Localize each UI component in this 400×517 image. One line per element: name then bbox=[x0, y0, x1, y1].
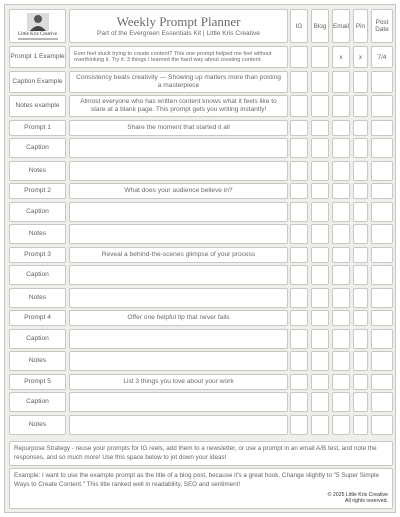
channel-check-ig[interactable] bbox=[290, 120, 308, 136]
post-date-cell[interactable] bbox=[371, 183, 393, 199]
channel-check-pin[interactable] bbox=[353, 288, 368, 308]
notes-field[interactable] bbox=[69, 351, 288, 371]
brand-logo bbox=[9, 9, 66, 43]
page-title: Weekly Prompt Planner bbox=[116, 14, 241, 29]
channel-check-email[interactable] bbox=[332, 120, 350, 136]
channel-check-blog[interactable] bbox=[311, 288, 329, 308]
prompt-text: Reveal a behind-the-scenes glimpse of your process bbox=[69, 247, 288, 263]
example-row-text[interactable]: Ever feel stuck trying to create content? This one prompt helped me feel without overthinking it. Try it: 3 things I learned the hard way about creating content. bbox=[69, 46, 288, 68]
column-header-ig: IG bbox=[290, 9, 308, 43]
channel-check-pin[interactable] bbox=[353, 392, 368, 412]
channel-check-blog[interactable] bbox=[311, 374, 329, 390]
channel-check-ig[interactable] bbox=[290, 161, 308, 181]
channel-check-pin[interactable] bbox=[353, 71, 368, 93]
channel-check-blog[interactable] bbox=[311, 120, 329, 136]
column-header-post-date: Post Date bbox=[371, 9, 393, 43]
channel-check-email[interactable] bbox=[332, 351, 350, 371]
channel-check-ig[interactable] bbox=[290, 415, 308, 435]
logo-name: Little Kris Creative bbox=[18, 31, 57, 37]
column-header-email: Email bbox=[332, 9, 350, 43]
title-block bbox=[69, 9, 288, 43]
channel-check-email[interactable] bbox=[332, 265, 350, 285]
channel-check-blog[interactable] bbox=[311, 95, 329, 117]
channel-check-pin[interactable] bbox=[353, 120, 368, 136]
channel-check-ig[interactable] bbox=[290, 46, 308, 68]
channel-check-ig[interactable] bbox=[290, 288, 308, 308]
channel-check-blog[interactable] bbox=[311, 138, 329, 158]
row-label-prompt-4: Prompt 4 bbox=[9, 310, 66, 326]
channel-check-blog[interactable] bbox=[311, 46, 329, 68]
column-header-pin: Pin bbox=[353, 9, 368, 43]
channel-check-blog[interactable] bbox=[311, 415, 329, 435]
prompt-text: What does your audience believe in? bbox=[69, 183, 288, 199]
post-date-cell[interactable] bbox=[371, 138, 393, 158]
row-label-notes: Notes bbox=[9, 288, 66, 308]
channel-check-pin[interactable] bbox=[353, 374, 368, 390]
channel-check-ig[interactable] bbox=[290, 247, 308, 263]
channel-check-blog[interactable] bbox=[311, 310, 329, 326]
channel-check-pin[interactable] bbox=[353, 310, 368, 326]
channel-check-blog[interactable] bbox=[311, 161, 329, 181]
channel-check-blog[interactable] bbox=[311, 71, 329, 93]
channel-check-pin[interactable] bbox=[353, 247, 368, 263]
row-label-prompt-2: Prompt 2 bbox=[9, 183, 66, 199]
post-date-cell[interactable] bbox=[371, 329, 393, 349]
channel-check-email[interactable] bbox=[332, 183, 350, 199]
channel-check-blog[interactable] bbox=[311, 202, 329, 222]
channel-check-pin[interactable] bbox=[353, 138, 368, 158]
channel-check-pin[interactable] bbox=[353, 415, 368, 435]
notes-field[interactable] bbox=[69, 224, 288, 244]
post-date-cell[interactable] bbox=[371, 95, 393, 117]
channel-check-email[interactable]: x bbox=[332, 46, 350, 68]
row-label-notes: Notes bbox=[9, 224, 66, 244]
channel-check-pin[interactable]: x bbox=[353, 46, 368, 68]
channel-check-ig[interactable] bbox=[290, 351, 308, 371]
channel-check-pin[interactable] bbox=[353, 329, 368, 349]
notes-field[interactable] bbox=[69, 415, 288, 435]
post-date-cell[interactable] bbox=[371, 224, 393, 244]
channel-check-ig[interactable] bbox=[290, 310, 308, 326]
post-date-cell[interactable] bbox=[371, 415, 393, 435]
channel-check-email[interactable] bbox=[332, 415, 350, 435]
post-date-cell[interactable] bbox=[371, 351, 393, 371]
channel-check-email[interactable] bbox=[332, 161, 350, 181]
row-label-caption: Caption bbox=[9, 329, 66, 349]
repurpose-text: Repurpose Strategy - reuse your prompts for IG reels, add them to a newsletter, or use a prompt in an email A/B test, and note the responses, and so much more! Use this space below to jot down your ideas! bbox=[14, 445, 377, 461]
prompt-text: List 3 things you love about your work bbox=[69, 374, 288, 390]
example-row-text[interactable]: Almost everyone who has written content knows what it feels like to stare at a blank page. This prompt gets you writing instantly! bbox=[69, 95, 288, 117]
example-row-label: Notes example bbox=[9, 95, 66, 117]
channel-check-ig[interactable] bbox=[290, 392, 308, 412]
post-date-cell[interactable] bbox=[371, 120, 393, 136]
row-label-caption: Caption bbox=[9, 138, 66, 158]
channel-check-ig[interactable] bbox=[290, 71, 308, 93]
channel-check-ig[interactable] bbox=[290, 329, 308, 349]
example-row-label: Prompt 1 Example bbox=[9, 46, 66, 68]
channel-check-email[interactable] bbox=[332, 392, 350, 412]
channel-check-blog[interactable] bbox=[311, 351, 329, 371]
post-date-cell[interactable] bbox=[371, 265, 393, 285]
copyright-line-2: All rights reserved. bbox=[345, 498, 388, 505]
row-label-notes: Notes bbox=[9, 351, 66, 371]
channel-check-email[interactable] bbox=[332, 374, 350, 390]
caption-field[interactable] bbox=[69, 265, 288, 285]
channel-check-email[interactable] bbox=[332, 71, 350, 93]
logo-portrait-icon bbox=[27, 13, 49, 31]
channel-check-email[interactable] bbox=[332, 224, 350, 244]
channel-check-ig[interactable] bbox=[290, 138, 308, 158]
row-label-prompt-5: Prompt 5 bbox=[9, 374, 66, 390]
channel-check-pin[interactable] bbox=[353, 161, 368, 181]
notes-field[interactable] bbox=[69, 161, 288, 181]
row-label-notes: Notes bbox=[9, 415, 66, 435]
post-date-cell[interactable] bbox=[371, 202, 393, 222]
caption-field[interactable] bbox=[69, 138, 288, 158]
example-note-box[interactable] bbox=[9, 468, 393, 509]
channel-check-ig[interactable] bbox=[290, 202, 308, 222]
column-header-blog: Blog bbox=[311, 9, 329, 43]
post-date-cell[interactable] bbox=[371, 247, 393, 263]
channel-check-email[interactable] bbox=[332, 329, 350, 349]
prompt-text: Share the moment that started it all bbox=[69, 120, 288, 136]
page-subtitle: Part of the Evergreen Essentials Kit | Little Kris Creative bbox=[97, 30, 260, 37]
post-date-cell[interactable] bbox=[371, 310, 393, 326]
channel-check-email[interactable] bbox=[332, 288, 350, 308]
channel-check-blog[interactable] bbox=[311, 224, 329, 244]
repurpose-strategy bbox=[9, 441, 393, 466]
channel-check-pin[interactable] bbox=[353, 224, 368, 244]
channel-check-pin[interactable] bbox=[353, 202, 368, 222]
channel-check-email[interactable] bbox=[332, 138, 350, 158]
copyright-line-1: © 2025 Little Kris Creative bbox=[327, 491, 388, 498]
channel-check-ig[interactable] bbox=[290, 183, 308, 199]
post-date-cell[interactable] bbox=[371, 161, 393, 181]
channel-check-blog[interactable] bbox=[311, 392, 329, 412]
post-date-cell[interactable]: 7/4 bbox=[371, 46, 393, 68]
post-date-cell[interactable] bbox=[371, 71, 393, 93]
caption-field[interactable] bbox=[69, 329, 288, 349]
channel-check-ig[interactable] bbox=[290, 224, 308, 244]
channel-check-email[interactable] bbox=[332, 95, 350, 117]
logo-underline bbox=[18, 38, 58, 40]
notes-field[interactable] bbox=[69, 288, 288, 308]
channel-check-pin[interactable] bbox=[353, 95, 368, 117]
channel-check-pin[interactable] bbox=[353, 183, 368, 199]
channel-check-ig[interactable] bbox=[290, 265, 308, 285]
channel-check-email[interactable] bbox=[332, 310, 350, 326]
row-label-caption: Caption bbox=[9, 265, 66, 285]
post-date-cell[interactable] bbox=[371, 288, 393, 308]
copyright bbox=[328, 492, 388, 506]
channel-check-blog[interactable] bbox=[311, 183, 329, 199]
channel-check-email[interactable] bbox=[332, 247, 350, 263]
row-label-prompt-1: Prompt 1 bbox=[9, 120, 66, 136]
caption-field[interactable] bbox=[69, 392, 288, 412]
planner-sheet bbox=[4, 4, 396, 513]
post-date-cell[interactable] bbox=[371, 374, 393, 390]
row-label-caption: Caption bbox=[9, 392, 66, 412]
row-label-notes: Notes bbox=[9, 161, 66, 181]
channel-check-ig[interactable] bbox=[290, 95, 308, 117]
channel-check-blog[interactable] bbox=[311, 265, 329, 285]
row-label-caption: Caption bbox=[9, 202, 66, 222]
channel-check-pin[interactable] bbox=[353, 351, 368, 371]
caption-field[interactable] bbox=[69, 202, 288, 222]
row-label-prompt-3: Prompt 3 bbox=[9, 247, 66, 263]
channel-check-blog[interactable] bbox=[311, 329, 329, 349]
example-row-text[interactable]: Consistency beats creativity — Showing up matters more than posting a masterpiece bbox=[69, 71, 288, 93]
post-date-cell[interactable] bbox=[371, 392, 393, 412]
channel-check-email[interactable] bbox=[332, 202, 350, 222]
channel-check-pin[interactable] bbox=[353, 265, 368, 285]
example-note-text: Example: I want to use the example prompt as the title of a blog post, because it's a great hook. Change slightly to "5 Super Simple Ways to Create Content." This title ranked well in readability, SEO and sentiment! bbox=[14, 472, 380, 488]
channel-check-blog[interactable] bbox=[311, 247, 329, 263]
channel-check-ig[interactable] bbox=[290, 374, 308, 390]
example-row-label: Caption Example bbox=[9, 71, 66, 93]
prompt-text: Offer one helpful tip that never fails bbox=[69, 310, 288, 326]
